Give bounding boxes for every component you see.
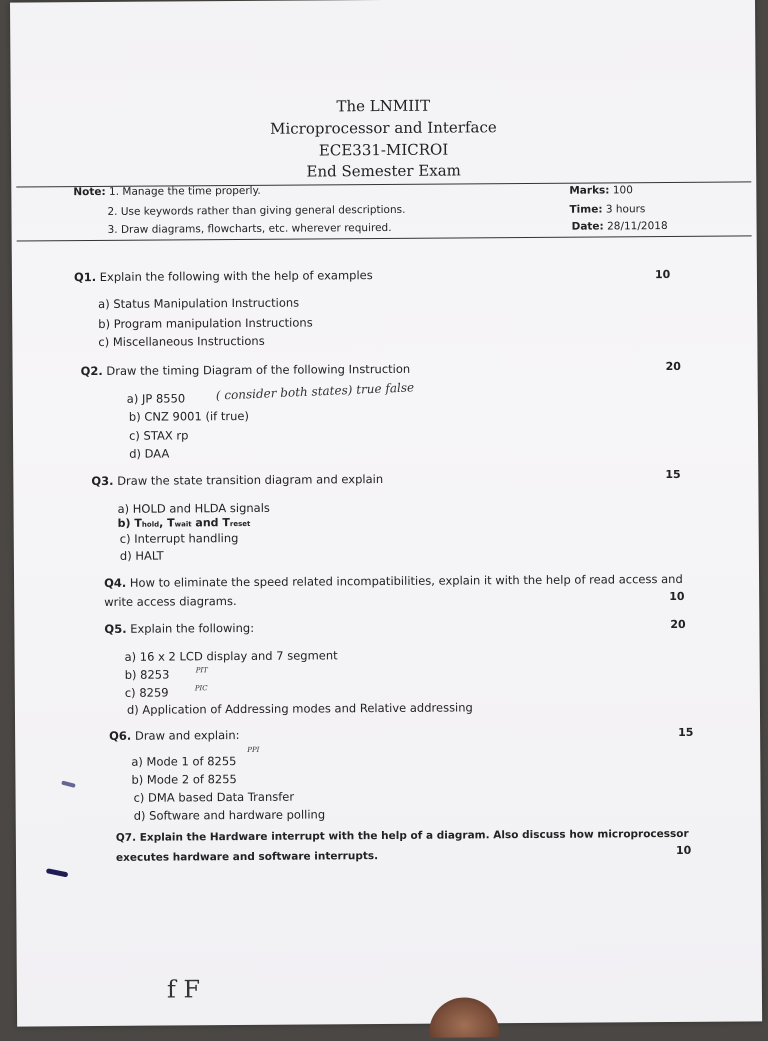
q6a-handwritten: PPI — [247, 745, 260, 754]
marks-value: 100 — [612, 184, 633, 197]
note-item-1: 1. Manage the time properly. — [108, 184, 261, 198]
q5-num: Q5. — [104, 621, 127, 636]
q3-marks: 15 — [665, 467, 681, 482]
q5b-handwritten: PIT — [195, 666, 208, 675]
q1-item-c: c) Miscellaneous Instructions — [98, 333, 265, 349]
q2-marks: 20 — [665, 359, 681, 374]
marks-label: Marks: — [569, 184, 610, 197]
q7-text-line2: executes hardware and software interrupts. — [115, 850, 379, 864]
q2-item-c: c) STAX rp — [128, 428, 189, 443]
q2-item-a: a) JP 8550 — [126, 391, 186, 406]
q3-text: Draw the state transition diagram and explain — [117, 472, 384, 488]
q3b-t-reset: and T — [191, 516, 230, 530]
question-7 — [116, 828, 689, 844]
q6-marks: 15 — [678, 725, 694, 739]
exam-paper — [10, 0, 762, 1027]
q4-marks: 10 — [669, 589, 685, 604]
q2-handwritten-note: ( consider both states) true false — [215, 380, 415, 403]
q2-item-b: b) CNZ 9001 (if true) — [128, 408, 249, 424]
q4-num: Q4. — [104, 575, 127, 590]
q6-text: Draw and explain: — [134, 728, 240, 743]
exam-title: End Semester Exam — [306, 161, 461, 181]
q3-item-c: c) Interrupt handling — [119, 531, 239, 546]
q6-item-c: c) DMA based Data Transfer — [133, 789, 295, 805]
q3-item-b — [118, 516, 251, 530]
q3b-sub-hold: hold — [141, 520, 160, 529]
q3-num: Q3. — [91, 473, 114, 489]
q3-item-d: d) HALT — [119, 548, 164, 563]
question-4 — [104, 572, 683, 590]
q1-text: Explain the following with the help of examples — [99, 268, 373, 284]
q1-num: Q1. — [73, 270, 97, 285]
q1-item-a: a) Status Manipulation Instructions — [98, 295, 300, 311]
q3b-sub-reset: reset — [229, 519, 251, 529]
q5c-handwritten: PIC — [194, 684, 208, 693]
finger-thumb — [429, 997, 499, 1037]
ink-mark — [61, 781, 76, 788]
date-label: Date: — [571, 220, 604, 233]
question-2 — [81, 362, 411, 378]
ink-mark — [46, 868, 69, 877]
date-value: 28/11/2018 — [607, 220, 668, 233]
question-5 — [104, 621, 254, 636]
q5-marks: 20 — [670, 617, 686, 632]
q5-item-a: a) 16 x 2 LCD display and 7 segment — [124, 648, 338, 664]
question-6 — [109, 728, 239, 743]
q6-item-d: d) Software and hardware polling — [133, 807, 326, 823]
bottom-handwritten-letters: f F — [166, 975, 201, 1004]
q2-item-d: d) DAA — [129, 446, 170, 461]
marks-info — [569, 184, 633, 196]
q5-item-d: d) Application of Addressing modes and Relative addressing — [126, 700, 473, 717]
q4-text: How to eliminate the speed related incompatibilities, explain it with the help of read access and — [129, 571, 683, 590]
course-title: Microprocessor and Interface — [270, 118, 497, 138]
q4-text-line2: write access diagrams. — [104, 594, 237, 609]
q3-item-a: a) HOLD and HLDA signals — [117, 500, 270, 516]
question-3 — [91, 472, 383, 488]
time-value: 3 hours — [605, 203, 646, 216]
q5-item-c: c) 8259 — [124, 685, 169, 700]
note-item-2: 2. Use keywords rather than giving general descriptions. — [107, 203, 406, 218]
q3b-t-hold: T — [134, 516, 142, 530]
q1-item-b: b) Program manipulation Instructions — [98, 315, 313, 331]
date-info — [572, 220, 668, 233]
time-info — [569, 203, 645, 216]
q2-text: Draw the timing Diagram of the following Instruction — [106, 361, 411, 378]
q6-item-b: b) Mode 2 of 8255 — [131, 772, 237, 787]
q3b-sub-wait: wait — [174, 520, 192, 529]
institute-name: The LNMIIT — [336, 96, 431, 116]
q1-marks: 10 — [654, 267, 671, 282]
q7-marks: 10 — [675, 843, 692, 857]
header-divider-bottom — [17, 235, 752, 241]
note-label: Note: — [73, 185, 106, 199]
q7-text: Explain the Hardware interrupt with the help of a diagram. Also discuss how microprocessor — [139, 827, 689, 844]
time-label: Time: — [569, 203, 603, 216]
q2-num: Q2. — [80, 363, 103, 379]
course-code: ECE331-MICROI — [318, 140, 449, 160]
q3b-t-wait: , T — [159, 516, 175, 530]
q5-text: Explain the following: — [130, 620, 255, 636]
note-block — [73, 185, 260, 198]
q6-item-a: a) Mode 1 of 8255 — [131, 754, 237, 769]
q3-item-b-label: b) — [117, 516, 131, 530]
q5-item-b: b) 8253 — [124, 667, 170, 682]
q6-num: Q6. — [109, 728, 132, 743]
question-1 — [74, 268, 373, 284]
q7-num: Q7. — [115, 831, 137, 844]
note-item-3: 3. Draw diagrams, flowcharts, etc. wherever required. — [107, 221, 392, 236]
